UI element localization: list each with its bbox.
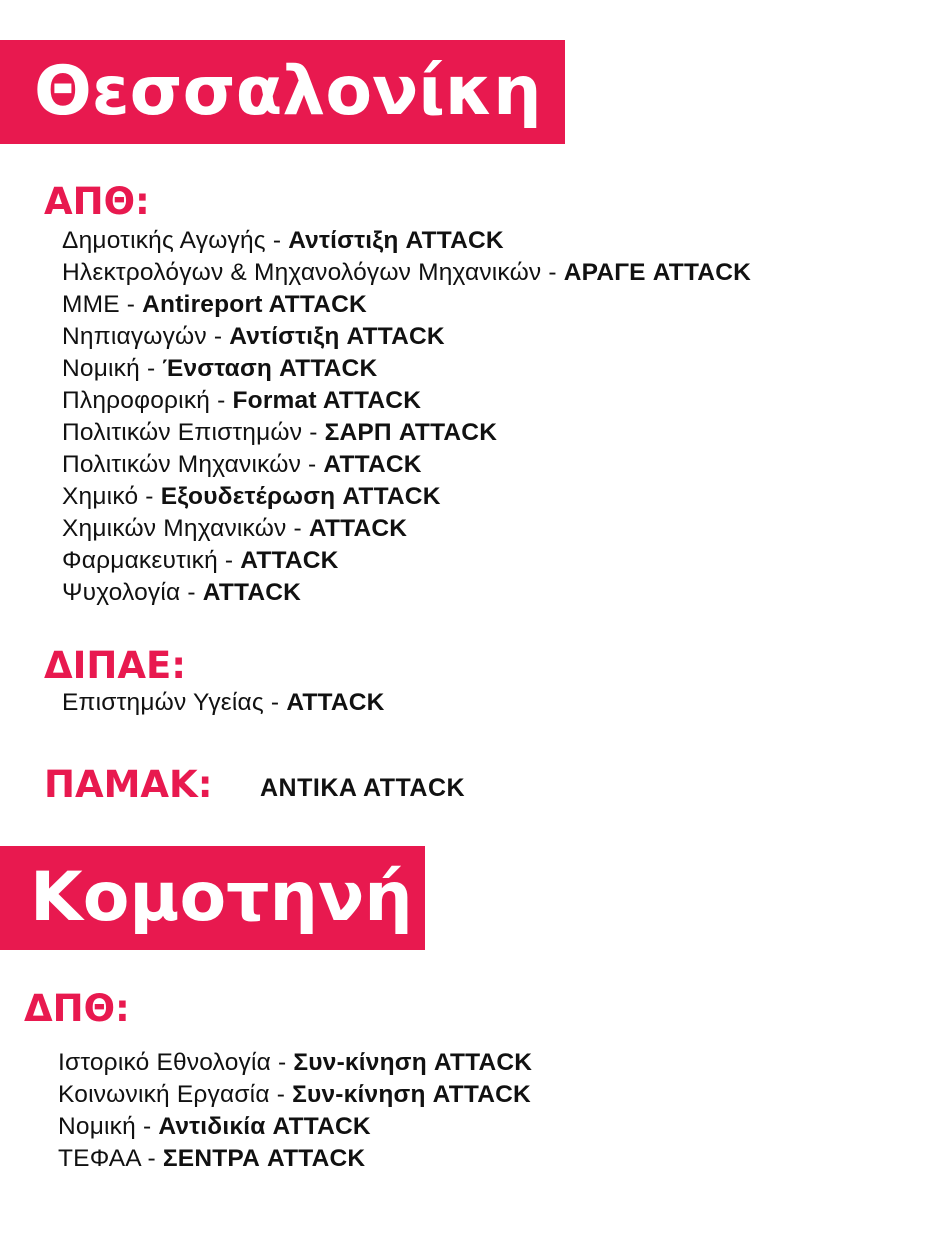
- department-name: Χημικό -: [62, 483, 154, 510]
- list-item: [58, 1111, 532, 1143]
- student-list-name: ΣΕΝΤΡΑ ATTACK: [162, 1145, 366, 1172]
- student-list-name: Αντίστιξη ATTACK: [288, 227, 504, 254]
- list-item: [62, 449, 751, 481]
- department-list-dipae: [62, 687, 385, 719]
- department-name: Φαρμακευτική -: [62, 547, 234, 574]
- student-list-name: ΑΡΑΓΕ ATTACK: [563, 259, 751, 286]
- department-list-dpth: [58, 1047, 532, 1175]
- list-item: [62, 257, 751, 289]
- student-list-name: Συν-κίνηση ATTACK: [292, 1081, 531, 1108]
- list-item: [62, 481, 751, 513]
- list-item: [62, 321, 751, 353]
- department-name: Νομική -: [62, 355, 156, 382]
- department-name: Πολιτικών Μηχανικών -: [62, 451, 317, 478]
- department-name: Πολιτικών Επιστημών -: [62, 419, 318, 446]
- department-name: Ψυχολογία -: [62, 579, 196, 606]
- list-item: [62, 225, 751, 257]
- university-heading-pamak: ΠΑΜΑΚ:: [44, 763, 213, 806]
- student-list-name: ATTACK: [308, 515, 408, 542]
- list-item: [58, 1047, 532, 1079]
- department-name: Χημικών Μηχανικών -: [62, 515, 302, 542]
- list-item: [62, 353, 751, 385]
- list-item: [62, 545, 751, 577]
- department-name: Επιστημών Υγείας -: [62, 689, 280, 716]
- department-name: ΤΕΦΑΑ -: [58, 1145, 156, 1172]
- department-name: Νομική -: [58, 1113, 152, 1140]
- list-item: [62, 385, 751, 417]
- student-list-name: ATTACK: [323, 451, 422, 478]
- student-list-name: ATTACK: [202, 579, 302, 606]
- department-name: Πληροφορική -: [62, 387, 226, 414]
- department-list-apth: [62, 225, 751, 609]
- student-list-name: Εξουδετέρωση ATTACK: [160, 483, 441, 510]
- list-item: [62, 513, 751, 545]
- student-list-name: Ένσταση ATTACK: [162, 355, 378, 382]
- list-item: [62, 417, 751, 449]
- university-heading-apth: ΑΠΘ:: [44, 180, 150, 223]
- city-title: Θεσσαλονίκη: [34, 52, 542, 131]
- city-banner-thessaloniki: [0, 40, 565, 144]
- student-list-name: ΣΑΡΠ ATTACK: [324, 419, 498, 446]
- student-list-name: Format ATTACK: [232, 387, 422, 414]
- list-item: [62, 577, 751, 609]
- university-heading-dpth: ΔΠΘ:: [24, 987, 130, 1030]
- student-list-name: Antireport ATTACK: [142, 291, 367, 318]
- student-list-name: Αντιδικία ATTACK: [158, 1113, 371, 1140]
- university-heading-dipae: ΔΙΠΑΕ:: [44, 644, 187, 687]
- city-title: Κομοτηνή: [30, 858, 413, 937]
- list-item: [62, 289, 751, 321]
- department-name: Κοινωνική Εργασία -: [58, 1081, 286, 1108]
- student-list-name: Αντίστιξη ATTACK: [229, 323, 445, 350]
- student-list-name: ATTACK: [286, 689, 385, 716]
- student-list-name: Συν-κίνηση ATTACK: [293, 1049, 533, 1076]
- list-item: [58, 1143, 532, 1175]
- list-item: [58, 1079, 532, 1111]
- student-list-name-pamak: ANTIKA ATTACK: [260, 774, 466, 802]
- department-name: ΜΜΕ -: [62, 291, 136, 318]
- department-name: Ηλεκτρολόγων & Μηχανολόγων Μηχανικών -: [62, 259, 557, 286]
- student-list-name: ATTACK: [240, 547, 339, 574]
- list-item: [62, 687, 385, 719]
- department-name: Δημοτικής Αγωγής -: [62, 227, 282, 254]
- department-name: Ιστορικό Εθνολογία -: [58, 1049, 287, 1076]
- city-banner-komotini: [0, 846, 425, 950]
- department-name: Νηπιαγωγών -: [62, 323, 223, 350]
